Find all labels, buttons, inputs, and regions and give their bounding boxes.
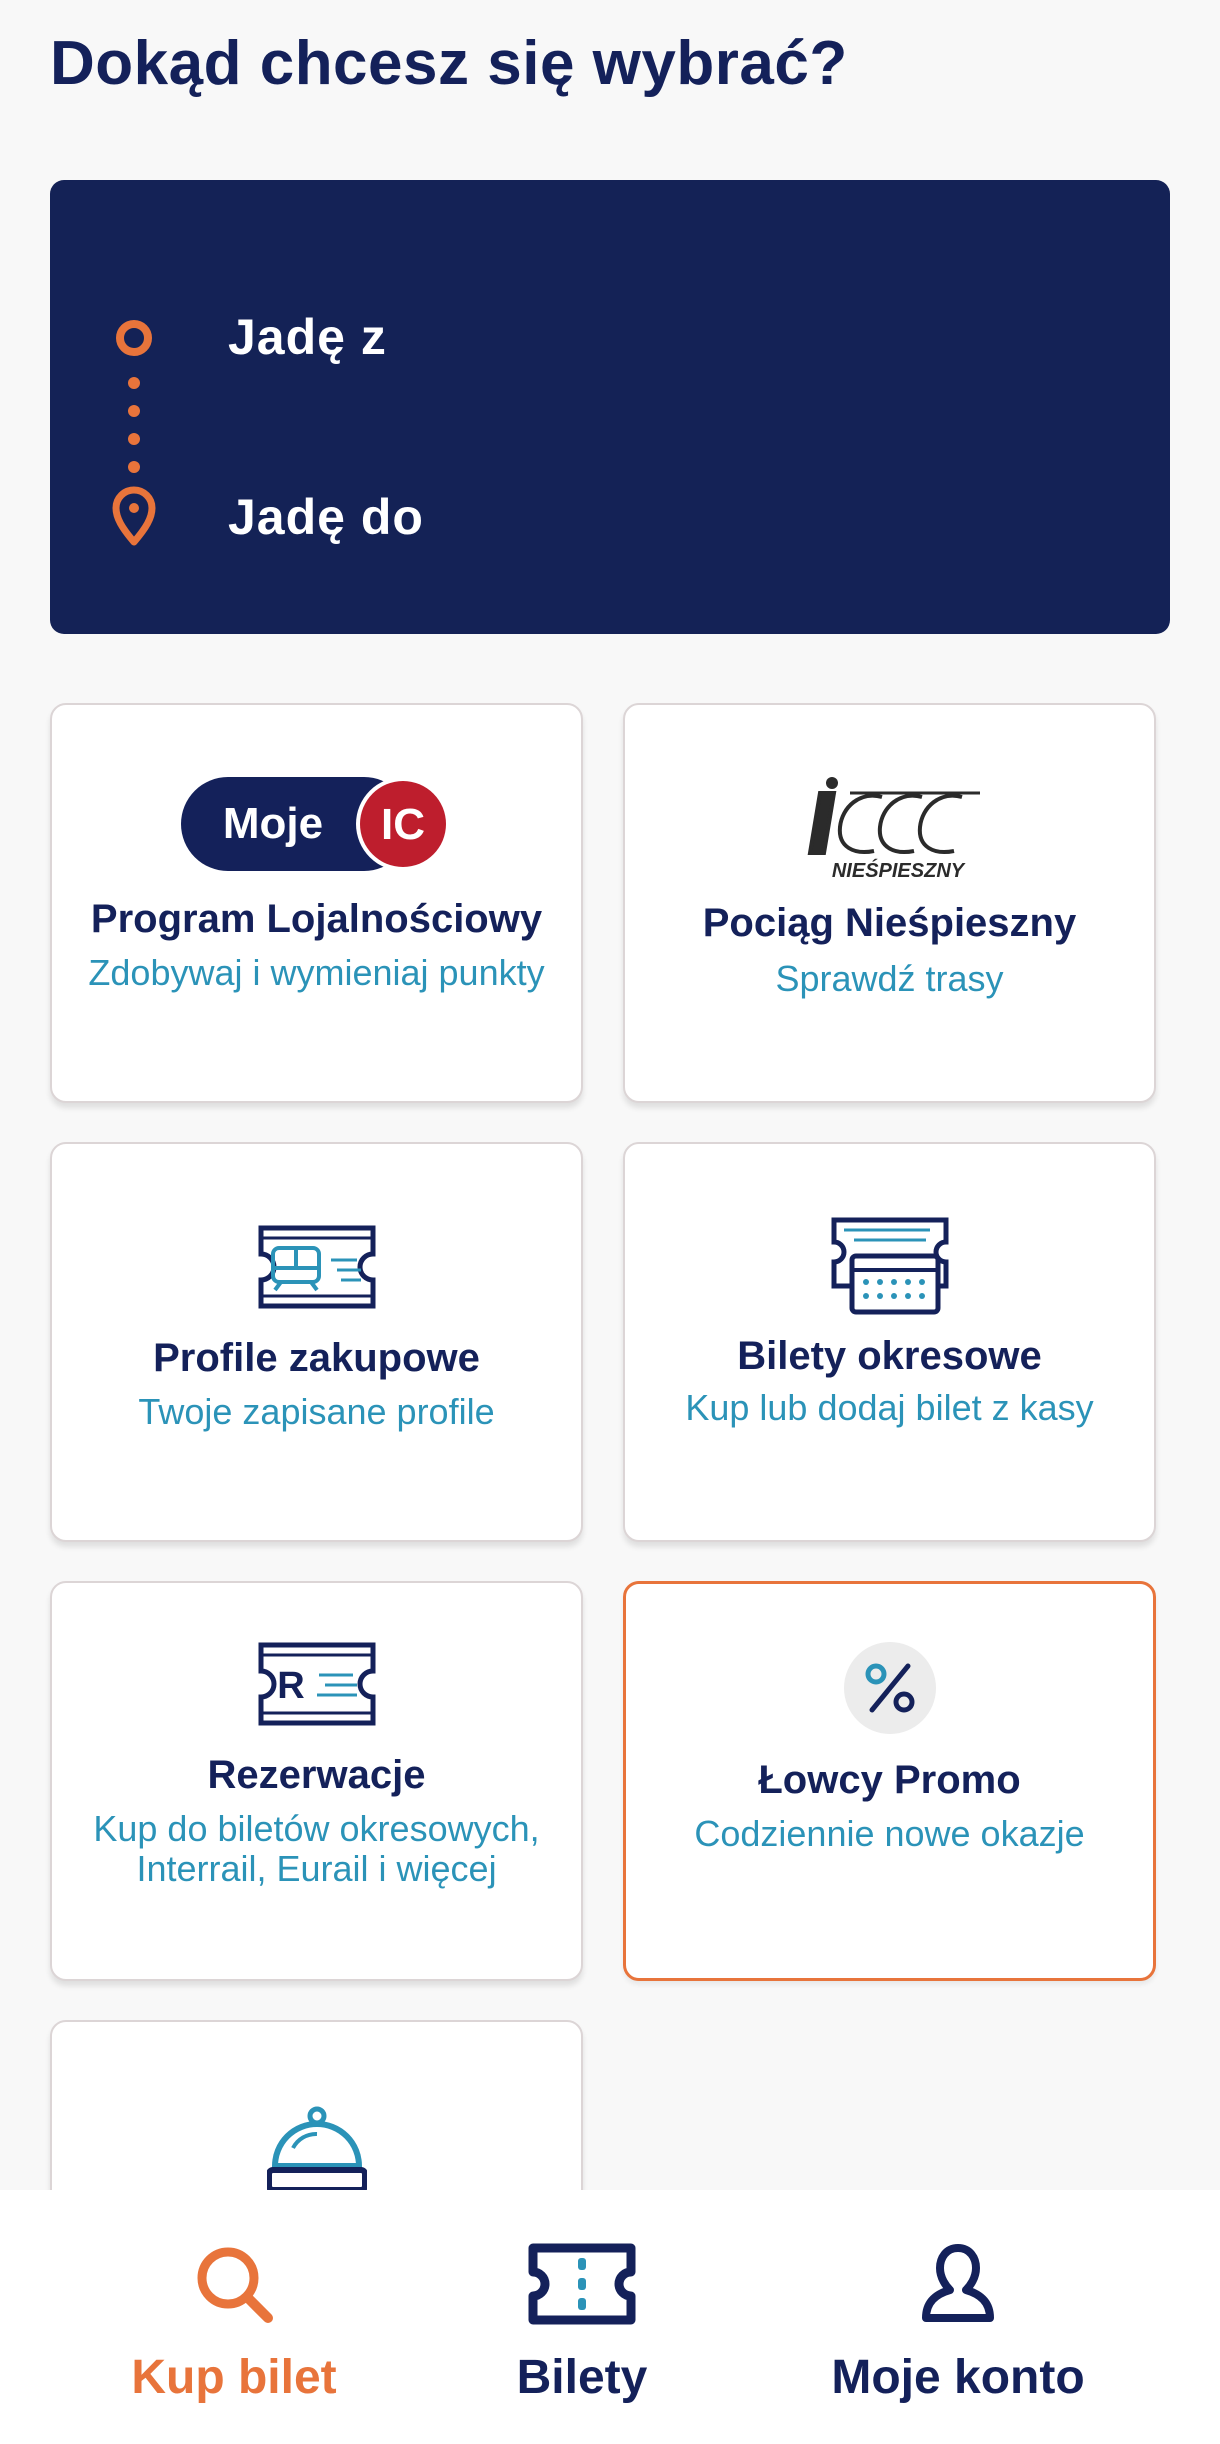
tile-title: Łowcy Promo (758, 1758, 1021, 1802)
tile-subtitle: Codziennie nowe okazje (694, 1813, 1085, 1854)
calendar-ticket-icon (625, 1216, 1154, 1316)
svg-text:IC: IC (380, 800, 425, 849)
nav-label: Moje konto (831, 2351, 1085, 2404)
tile-subtitle: Zdobywaj i wymieniaj punkty (88, 952, 545, 993)
nav-tickets[interactable] (382, 2190, 782, 2444)
tile-promo-hunters[interactable] (623, 1581, 1156, 1981)
tile-subtitle: Sprawdź trasy (775, 958, 1004, 999)
ticket-icon (382, 2242, 782, 2326)
reservation-ticket-icon (52, 1641, 581, 1727)
origin-input[interactable]: Jadę z (228, 309, 387, 365)
tile-title: Pociąg Nieśpieszny (702, 901, 1077, 945)
tile-title: Program Lojalnościowy (90, 897, 543, 941)
page-title: Dokąd chcesz się wybrać? (50, 29, 848, 98)
svg-text:NIEŚPIESZNY: NIEŚPIESZNY (831, 860, 964, 882)
route-search-panel (50, 180, 1170, 634)
moje-ic-logo (52, 777, 581, 873)
percent-icon (626, 1640, 1153, 1736)
tile-loyalty-program[interactable] (50, 703, 583, 1103)
svg-text:R: R (276, 1665, 305, 1707)
tile-reservations[interactable] (50, 1581, 583, 1981)
nav-buy-ticket[interactable] (34, 2190, 434, 2444)
svg-text:Moje: Moje (222, 799, 323, 848)
nav-label: Bilety (516, 2351, 648, 2404)
origin-ring-icon (120, 324, 148, 352)
tile-subtitle: Twoje zapisane profile (138, 1391, 495, 1432)
tile-subtitle: Kup lub dodaj bilet z kasy (685, 1387, 1094, 1428)
destination-input[interactable]: Jadę do (228, 489, 424, 545)
search-icon (34, 2242, 434, 2326)
tile-subtitle: Kup do biletów okresowych, Interrail, Eurail i więcej (93, 1808, 540, 1889)
nav-label: Kup bilet (131, 2351, 337, 2404)
tile-purchase-profiles[interactable] (50, 1142, 583, 1542)
tile-slow-train[interactable] (623, 703, 1156, 1103)
bottom-navigation (0, 2190, 1220, 2444)
ic-niespieszny-logo (625, 773, 1154, 883)
nav-my-account[interactable] (758, 2190, 1158, 2444)
tile-title: Profile zakupowe (153, 1336, 480, 1380)
tile-season-tickets[interactable] (623, 1142, 1156, 1542)
train-ticket-icon (52, 1224, 581, 1310)
user-icon (758, 2242, 1158, 2326)
destination-pin-icon (116, 490, 152, 542)
service-bell-icon (52, 2104, 581, 2194)
tile-title: Bilety okresowe (737, 1334, 1042, 1378)
route-line-icon (50, 180, 250, 634)
tile-title: Rezerwacje (207, 1753, 426, 1797)
